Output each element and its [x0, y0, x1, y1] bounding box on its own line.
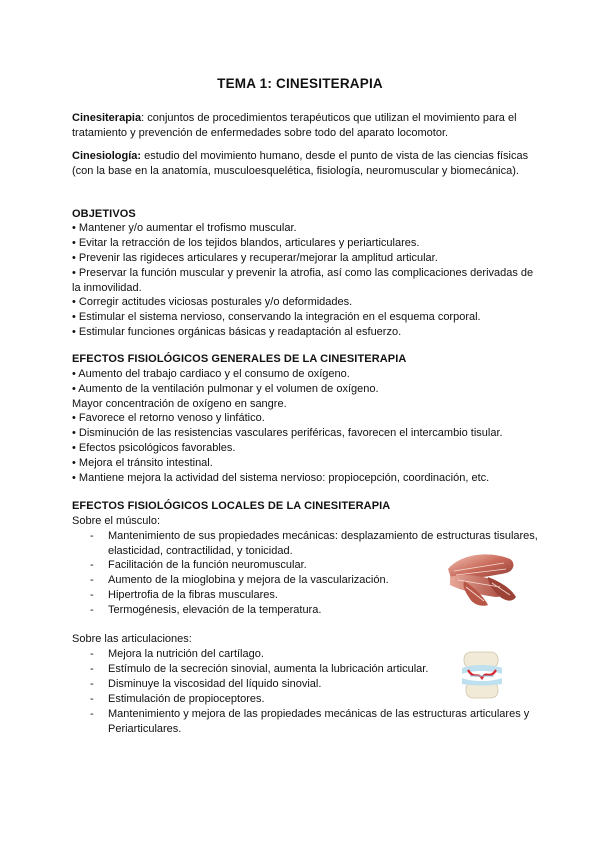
- list-item: Termogénesis, elevación de la temperatura.: [108, 604, 322, 616]
- definition-cinesiologia: [72, 149, 532, 179]
- section-heading-objetivos: OBJETIVOS: [72, 208, 136, 220]
- muscle-fibers-image: [444, 547, 520, 609]
- list-bullet: -: [90, 708, 94, 720]
- list-item: • Favorece el retorno venoso y linfático.: [72, 412, 265, 424]
- list-bullet: -: [90, 678, 94, 690]
- list-item: • Mejora el tránsito intestinal.: [72, 457, 213, 469]
- list-item: • Evitar la retracción de los tejidos blandos, articulares y periarticulares.: [72, 237, 420, 249]
- list-bullet: -: [90, 648, 94, 660]
- section-heading-efectos-generales: EFECTOS FISIOLÓGICOS GENERALES DE LA CINESITERAPIA: [72, 353, 407, 365]
- list-item: Mantenimiento de sus propiedades mecánicas: desplazamiento de estructuras tisulares, elasticidad, contractilidad, y tonicidad.: [108, 530, 538, 557]
- list-bullet: -: [90, 530, 94, 542]
- list-item: Estímulo de la secreción sinovial, aumenta la lubricación articular.: [108, 663, 429, 675]
- list-bullet: -: [90, 574, 94, 586]
- definition-cinesiterapia: [72, 111, 532, 141]
- page-title: TEMA 1: CINESITERAPIA: [217, 76, 383, 91]
- list-item: • Prevenir las rigideces articulares y recuperar/mejorar la amplitud articular.: [72, 252, 438, 264]
- joint-cartilage-image: [458, 650, 506, 700]
- list-item: • Aumento del trabajo cardiaco y el consumo de oxígeno.: [72, 368, 350, 380]
- list-item: • Mantiene mejora la actividad del sistema nervioso: propiocepción, coordinación, etc.: [72, 472, 490, 484]
- list-item: Mejora la nutrición del cartílago.: [108, 648, 264, 660]
- list-item: • Aumento de la ventilación pulmonar y el volumen de oxígeno.: [72, 383, 379, 395]
- list-item: Aumento de la mioglobina y mejora de la vascularización.: [108, 574, 389, 586]
- list-bullet: -: [90, 693, 94, 705]
- list-item: Disminuye la viscosidad del líquido sinovial.: [108, 678, 322, 690]
- section-heading-efectos-locales: EFECTOS FISIOLÓGICOS LOCALES DE LA CINESITERAPIA: [72, 500, 391, 512]
- definition-text: estudio del movimiento humano, desde el punto de vista de las ciencias físicas (con la base en la anatomía, musculoesquelética, fisiología, neuromuscular y biomecánica).: [72, 150, 529, 177]
- definition-term: Cinesiterapia: [72, 112, 142, 124]
- list-item: • Corregir actitudes viciosas posturales y/o deformidades.: [72, 296, 353, 308]
- list-bullet: -: [90, 559, 94, 571]
- definition-term: Cinesiología:: [72, 150, 142, 162]
- definition-text: conjuntos de procedimientos terapéuticos que utilizan el movimiento para el tratamiento y prevención de enfermedades sobre todo del aparato locomotor.: [72, 112, 517, 139]
- list-bullet: -: [90, 589, 94, 601]
- list-item: Hipertrofia de la fibras musculares.: [108, 589, 278, 601]
- definition-separator: :: [141, 112, 148, 124]
- list-item: • Estimular funciones orgánicas básicas y readaptación al esfuerzo.: [72, 326, 402, 338]
- list-item: • Mantener y/o aumentar el trofismo muscular.: [72, 222, 297, 234]
- list-bullet: -: [90, 663, 94, 675]
- subsection-label-articulaciones: Sobre las articulaciones:: [72, 633, 192, 645]
- list-item: • Efectos psicológicos favorables.: [72, 442, 236, 454]
- list-bullet: -: [90, 604, 94, 616]
- list-item: • Preservar la función muscular y prevenir la atrofia, así como las complicaciones derivadas de la inmovilidad.: [72, 267, 534, 294]
- list-item: Facilitación de la función neuromuscular.: [108, 559, 307, 571]
- list-item: • Estimular el sistema nervioso, conservando la integración en el esquema corporal.: [72, 311, 481, 323]
- list-item: Mayor concentración de oxígeno en sangre.: [72, 398, 287, 410]
- list-item: • Disminución de las resistencias vasculares periféricas, favorecen el intercambio tisular.: [72, 427, 503, 439]
- subsection-label-musculo: Sobre el músculo:: [72, 515, 161, 527]
- list-item: Estimulación de propioceptores.: [108, 693, 265, 705]
- list-item: Mantenimiento y mejora de las propiedades mecánicas de las estructuras articulares y Periarticulares.: [108, 708, 530, 735]
